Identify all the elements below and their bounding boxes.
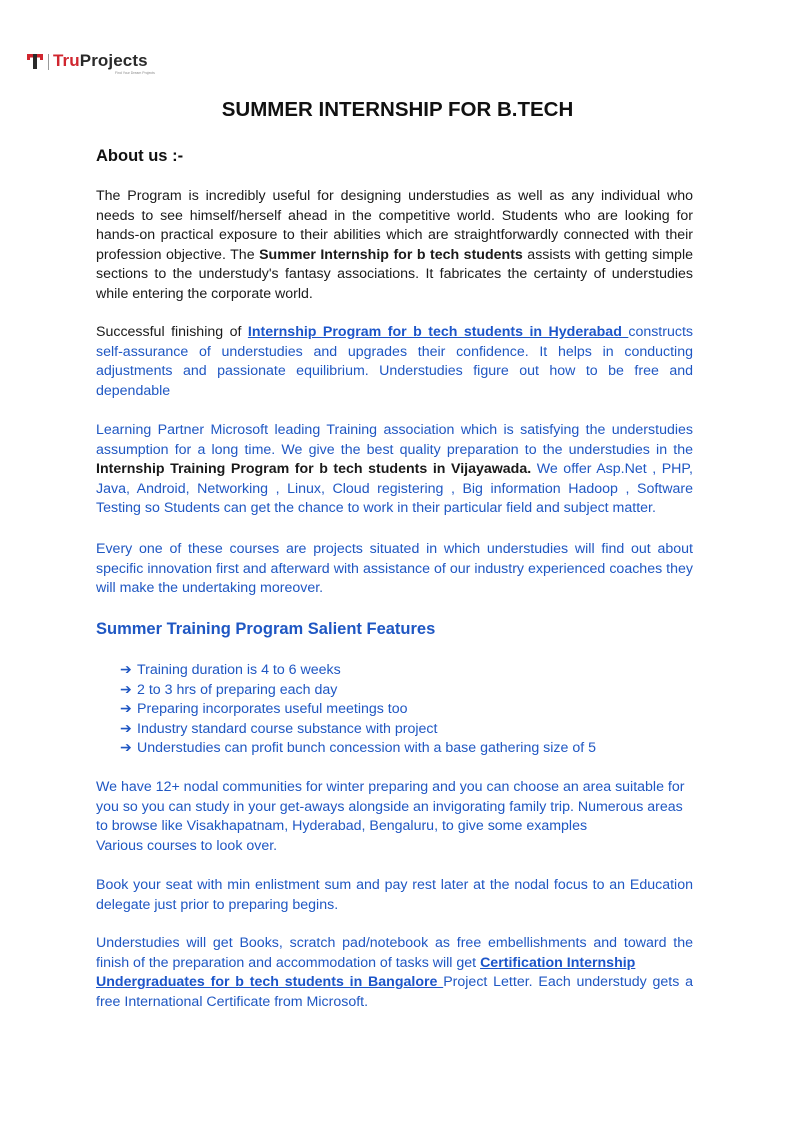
t-logo-icon	[26, 52, 44, 70]
truprojects-logo[interactable]	[26, 51, 155, 75]
arrow-right-icon: ➔	[120, 701, 132, 717]
learning-partner-paragraph: Learning Partner Microsoft leading Training association which is satisfying the understudies assumption for a long time. We give the best quality preparation to the understudies in the Internship Training Program for b tech students in Vijayawada. We offer Asp.Net , PHP, Java, Android, Networking , Linux, Cloud registering , Big information Hadoop , Software Testing so Students can get the chance to work in their particular field and subject matter.	[96, 422, 693, 516]
logo-wordmark: TruProjects	[53, 51, 148, 70]
list-item: ➔ Training duration is 4 to 6 weeks	[120, 661, 596, 681]
arrow-right-icon: ➔	[120, 681, 132, 698]
list-item: ➔ Preparing incorporates useful meetings too	[120, 700, 596, 720]
list-item: ➔ Industry standard course substance with project	[120, 720, 596, 740]
logo-divider	[48, 54, 49, 70]
nodal-communities-paragraph: We have 12+ nodal communities for winter preparing and you can choose an area suitable for you so you can study in your get-aways alongside an invigorating family trip. Numerous areas to browse like Visakhapatnam, Hyderabad, Bengaluru, to give some examples Various courses to look over.	[96, 779, 685, 854]
list-item: ➔ Understudies can profit bunch concession with a base gathering size of 5	[120, 739, 596, 759]
hyderabad-internship-link[interactable]: Internship Program for b tech students in Hyderabad	[247, 324, 629, 340]
arrow-right-icon: ➔	[120, 662, 132, 678]
features-list	[120, 661, 596, 759]
success-paragraph: Successful finishing of Internship Program for b tech students in Hyderabad constructs self-assurance of understudies and upgrades their confidence. It helps in conducting adjustments and passionate equilibrium. Understudies figure out how to be free and dependable	[96, 324, 693, 399]
intro-paragraph: The Program is incredibly useful for designing understudies as well as any individual who needs to see himself/herself ahead in the competitive world. Students who are looking for hands-on practical exposure to their abilities which are straightforwardly connected with their profession objective. The Summer Internship for b tech students assists with getting simple sections to the understudy's fantasy associations. It fabricates the certainty of understudies while entering the corporate world.	[96, 188, 693, 302]
certificate-paragraph: Understudies will get Books, scratch pad/notebook as free embellishments and toward the finish of the preparation and accommodation of tasks will get Certification Internship Undergraduates for b tech students in Bangalore Project Letter. Each understudy gets a free International Certificate from Microsoft.	[96, 935, 693, 1010]
arrow-right-icon: ➔	[120, 740, 132, 756]
about-heading: About us :-	[96, 147, 184, 165]
courses-paragraph: Every one of these courses are projects situated in which understudies will find out about specific innovation first and afterward with assistance of our industry experienced coaches they will make the undertaking moreover.	[96, 541, 693, 596]
bangalore-internship-link[interactable]: Undergraduates for b tech students in Bangalore	[96, 974, 444, 990]
arrow-right-icon: ➔	[120, 720, 132, 737]
features-heading: Summer Training Program Salient Features	[96, 620, 436, 638]
page-title: SUMMER INTERNSHIP FOR B.TECH	[221, 98, 574, 121]
certification-internship-link[interactable]: Certification Internship	[480, 954, 636, 971]
booking-paragraph: Book your seat with min enlistment sum and pay rest later at the nodal focus to an Education delegate just prior to preparing begins.	[96, 877, 693, 913]
list-item: ➔ 2 to 3 hrs of preparing each day	[120, 681, 596, 701]
logo-tagline: Find Your Dream Projects	[115, 71, 155, 75]
